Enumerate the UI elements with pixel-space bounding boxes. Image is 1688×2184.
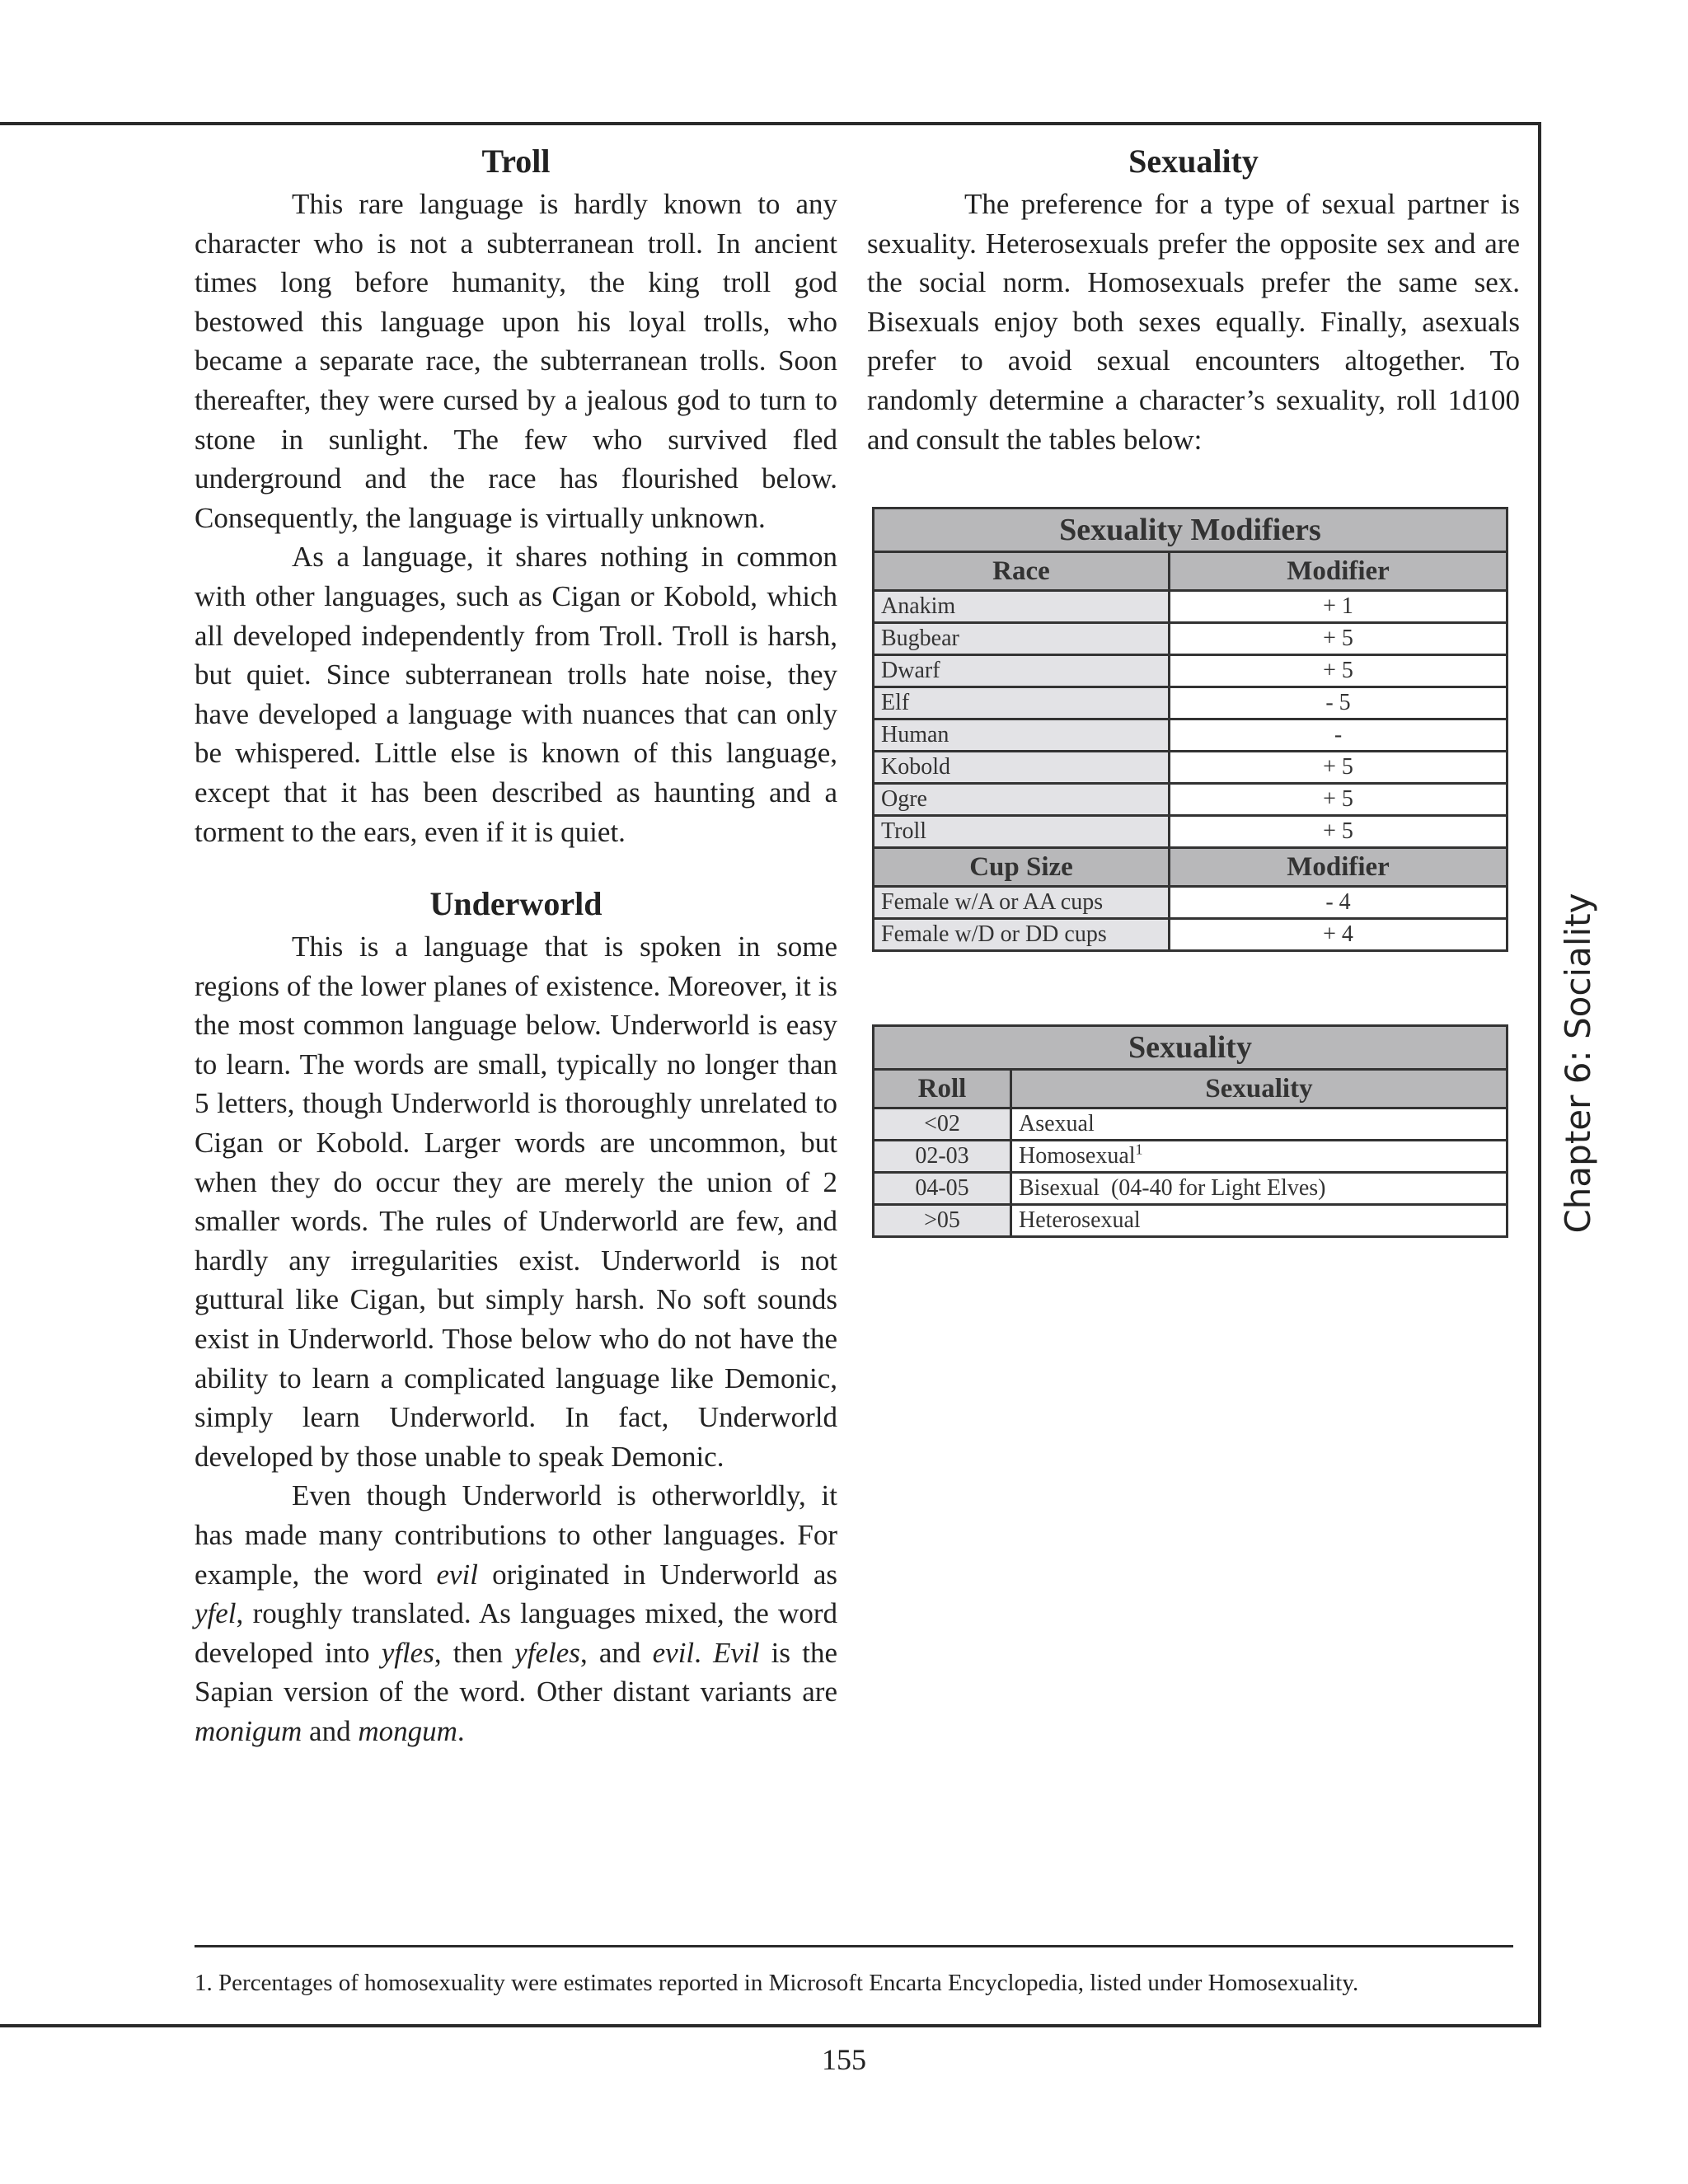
underworld-paragraph-1: This is a language that is spoken in some regions of the lower planes of existence. Moreover, it is the most common language below. Underworld is easy to learn. The words are small, typically no longer than 5 letters, though Underworld is thoroughly unrelated to Cigan or Kobold. Larger words are uncommon, but when they do occur they are merely the union of 2 smaller words. The rules of Underworld are few, and hardly any irregularities exist. Underworld is not guttural like Cigan, but simply harsh. No soft sounds exist in Underworld. Those below who do not have the ability to learn a complicated language like Demonic, simply learn Underworld. In fact, Underworld developed by those unable to speak Demonic. (195, 930, 837, 1473)
footnote: 1. Percentages of homosexuality were estimates reported in Microsoft Encarta Encyclopedia, listed under Homosexuality. (195, 1970, 1359, 1996)
sexuality-paragraph: The preference for a type of sexual partner is sexuality. Heterosexuals prefer the opposite sex and are the social norm. Homosexuals prefer the same sex. Bisexuals enjoy both sexes equally. Finally, asexuals prefer to avoid sexual encounters altogether. To randomly determine a character’s sexuality, roll 1d100 and consult the tables below: (867, 188, 1520, 456)
table-row: Female w/A or AA cups - 4 (874, 887, 1507, 919)
underworld-paragraph-2: Even though Underworld is otherworldly, it has made many contributions to other languages. For example, the word evil originated in Underworld as yfel, roughly translated. As languages mixed, the word developed into yfles, then yfeles, and evil. Evil is the Sapian version of the word. Other distant variants are monigum and mongum. (195, 1479, 837, 1747)
sexuality-table (872, 1024, 1508, 1238)
table-row: Anakim + 1 (874, 591, 1507, 623)
underworld-heading: Underworld (429, 885, 603, 923)
word-yfel: yfel (195, 1597, 237, 1630)
table-row: <02 Asexual (874, 1108, 1507, 1141)
table-row: Kobold + 5 (874, 752, 1507, 784)
table-row: 02-03 Homosexual$^1$ (874, 1141, 1507, 1173)
table-row: Ogre + 5 (874, 784, 1507, 816)
table-row: Elf - 5 (874, 687, 1507, 719)
sexuality-table-title: Sexuality (874, 1026, 1507, 1070)
col-header-sexuality: Sexuality (1011, 1070, 1507, 1108)
word-yfeles: yfeles (514, 1636, 580, 1669)
chapter-tab: Chapter 6: Sociality (1558, 893, 1598, 1234)
col-header-modifier: Modifier (1170, 552, 1507, 591)
word-monigum: monigum (195, 1714, 302, 1747)
page-number: 155 (822, 2043, 866, 2076)
word-mongum: mongum (358, 1714, 457, 1747)
page-frame-bottom (0, 2024, 1541, 2027)
col-header-cup-size: Cup Size (874, 848, 1170, 887)
word-evil-3: Evil (713, 1636, 760, 1669)
table-row: Bugbear + 5 (874, 623, 1507, 655)
table-row: Female w/D or DD cups + 4 (874, 919, 1507, 951)
col-header-roll: Roll (874, 1070, 1011, 1108)
troll-paragraph-1: This rare language is hardly known to any character who is not a subterranean troll. In ancient times long before humanity, the king troll god bestowed this language upon his loyal trolls, who became a separate race, the subterranean trolls. Soon thereafter, they were cursed by a jealous god to turn to stone in sunlight. The few who survived fled underground and the race has flourished below. Consequently, the language is virtually unknown. (195, 188, 837, 534)
troll-paragraph-2: As a language, it shares nothing in common with other languages, such as Cigan or Kobold, which all developed independently from Troll. Troll is harsh, but quiet. Since subterranean trolls hate noise, they have developed a language with nuances that can only be whispered. Little else is known of this language, except that it has been described as haunting and a torment to the ears, even if it is quiet. (195, 541, 837, 848)
table-row: Dwarf + 5 (874, 655, 1507, 687)
modifiers-table-title: Sexuality Modifiers (874, 509, 1507, 552)
col-header-race: Race (874, 552, 1170, 591)
footnote-marker: 1 (1135, 1141, 1143, 1158)
table-row: >05 Heterosexual (874, 1205, 1507, 1237)
page-frame-top (0, 122, 1541, 125)
col-header-modifier-2: Modifier (1170, 848, 1507, 887)
left-column (195, 142, 837, 1751)
table-row: 04-05 Bisexual (04-40 for Light Elves) (874, 1173, 1507, 1205)
table-row: Human - (874, 719, 1507, 752)
word-evil-2: evil (652, 1636, 695, 1669)
sexuality-modifiers-table (872, 507, 1508, 952)
footnote-rule (195, 1945, 1513, 1947)
page-frame-right (1538, 122, 1541, 2027)
right-column (867, 142, 1520, 1238)
sexuality-heading: Sexuality (1128, 143, 1259, 180)
troll-heading: Troll (481, 143, 551, 180)
word-yfles: yfles (381, 1636, 434, 1669)
table-row: Troll + 5 (874, 816, 1507, 848)
word-evil: evil (436, 1558, 478, 1591)
